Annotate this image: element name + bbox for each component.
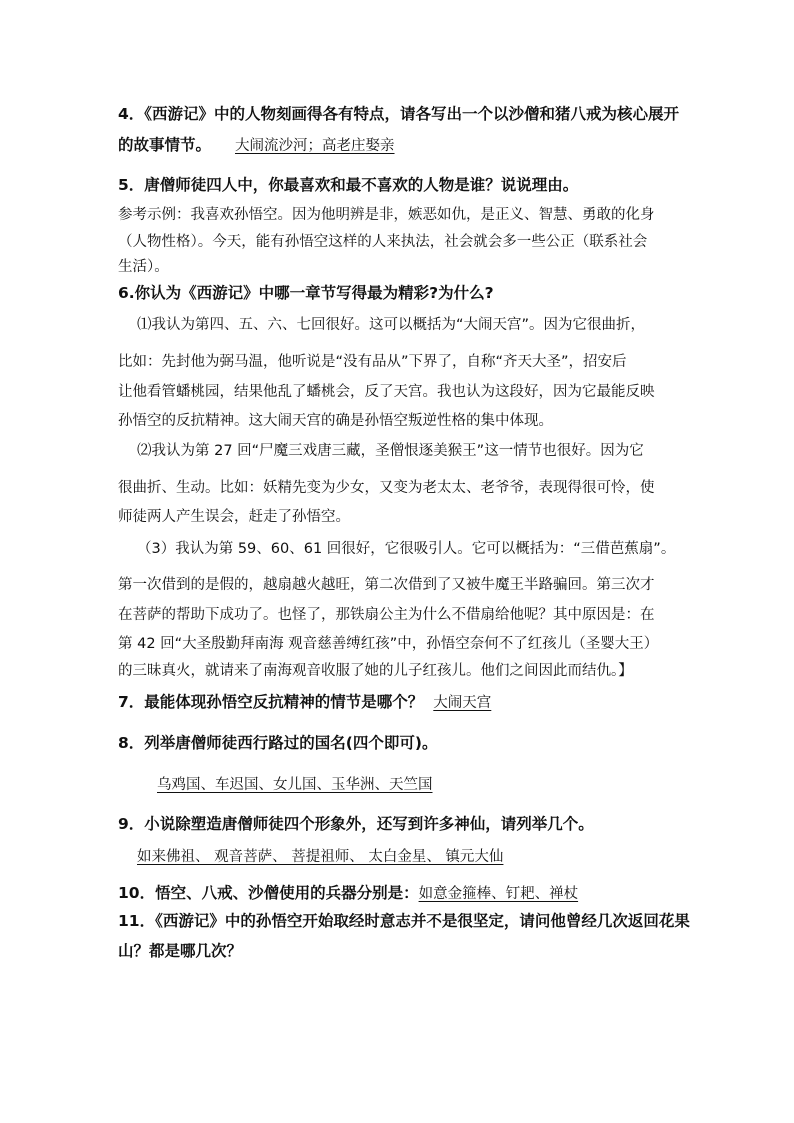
question-6-answer-line: 第 42 回“大圣殷勤拜南海 观音慈善缚红孩”中，孙悟空奈何不了红孩儿（圣婴大王） (118, 636, 659, 652)
question-5-title: 5．唐僧师徒四人中，你最喜欢和最不喜欢的人物是谁？说说理由。 (118, 176, 579, 194)
question-6-answer-line: 比如：先封他为弼马温，他听说是“没有品从”下界了，自称“齐天大圣”，招安后 (118, 354, 627, 370)
question-7-title: 7．最能体现孙悟空反抗精神的情节是哪个？ (118, 693, 424, 711)
question-9-answer-line (137, 848, 503, 865)
question-7-line (118, 695, 491, 711)
question-10-line (118, 886, 578, 902)
question-11-line-1: 11．《西游记》中的孙悟空开始取经时意志并不是很坚定，请问他曾经几次返回花果 (118, 912, 690, 930)
question-11-line-2: 山？都是哪几次？ (118, 942, 243, 960)
question-5-answer-line: 参考示例：我喜欢孙悟空。因为他明辨是非，嫉恶如仇，是正义、智慧、勇敢的化身 (118, 207, 655, 223)
question-4-line-2 (118, 138, 395, 154)
question-9-answer: 如来佛祖、 观音菩萨、 菩提祖师、 太白金星、 镇元大仙 (137, 849, 504, 865)
question-5-answer-line: （人物性格）。今天，能有孙悟空这样的人来执法，社会就会多一些公正（联系社会 (118, 234, 648, 250)
question-4-line-1: 4．《西游记》中的人物刻画得各有特点，请各写出一个以沙僧和猪八戒为核心展开 (118, 105, 680, 123)
question-6-answer-line: 的三昧真火，就请来了南海观音收服了她的儿子红孩儿。他们之间因此而结仇。】 (118, 663, 633, 679)
question-7-answer: 大闹天宫 (433, 695, 492, 711)
question-8-answer: 乌鸡国、车迟国、女儿国、玉华洲、天竺国 (157, 777, 433, 793)
question-5-answer-line: 生活）。 (118, 259, 169, 275)
question-6-answer-line: 师徒两人产生误会，赶走了孙悟空。 (118, 509, 350, 525)
question-6-answer-line: ⑵我认为第 27 回“尸魔三戏唐三藏，圣僧恨逐美猴王”这一情节也很好。因为它 (137, 443, 644, 459)
question-10-answer: 如意金箍棒、钉耙、禅杖 (418, 886, 579, 902)
question-9-title: 9．小说除塑造唐僧师徒四个形象外，还写到许多神仙，请列举几个。 (118, 815, 594, 833)
question-6-answer-line: 第一次借到的是假的，越扇越火越旺，第二次借到了又被牛魔王半路骗回。第三次才 (118, 577, 655, 593)
question-8-title: 8．列举唐僧师徒西行路过的国名(四个即可)。 (118, 734, 438, 752)
question-6-answer-line: 让他看管蟠桃园，结果他乱了蟠桃会，反了天宫。我也认为这段好，因为它最能反映 (118, 384, 655, 400)
question-4-prefix: 的故事情节。 (118, 136, 212, 154)
question-6-answer-line: （3）我认为第 59、60、61 回很好，它很吸引人。它可以概括为：“三借芭蕉扇”。 (137, 541, 676, 557)
question-6-answer-line: 孙悟空的反抗精神。这大闹天宫的确是孙悟空叛逆性格的集中体现。 (118, 413, 553, 429)
question-10-title: 10．悟空、八戒、沙僧使用的兵器分别是： (118, 884, 419, 902)
question-6-title: 6.你认为《西游记》中哪一章节写得最为精彩?为什么? (118, 284, 494, 302)
question-6-answer-line: ⑴我认为第四、五、六、七回很好。这可以概括为“大闹天宫”。因为它很曲折， (137, 317, 646, 333)
question-6-answer-line: 很曲折、生动。比如：妖精先变为少女，又变为老太太、老爷爷，表现得很可怜，使 (118, 480, 655, 496)
question-8-answer-line (157, 776, 433, 793)
question-6-answer-line: 在菩萨的帮助下成功了。也怪了，那铁扇公主为什么不借扇给他呢？其中原因是：在 (118, 607, 655, 623)
question-4-answer: 大闹流沙河；高老庄娶亲 (235, 138, 395, 154)
